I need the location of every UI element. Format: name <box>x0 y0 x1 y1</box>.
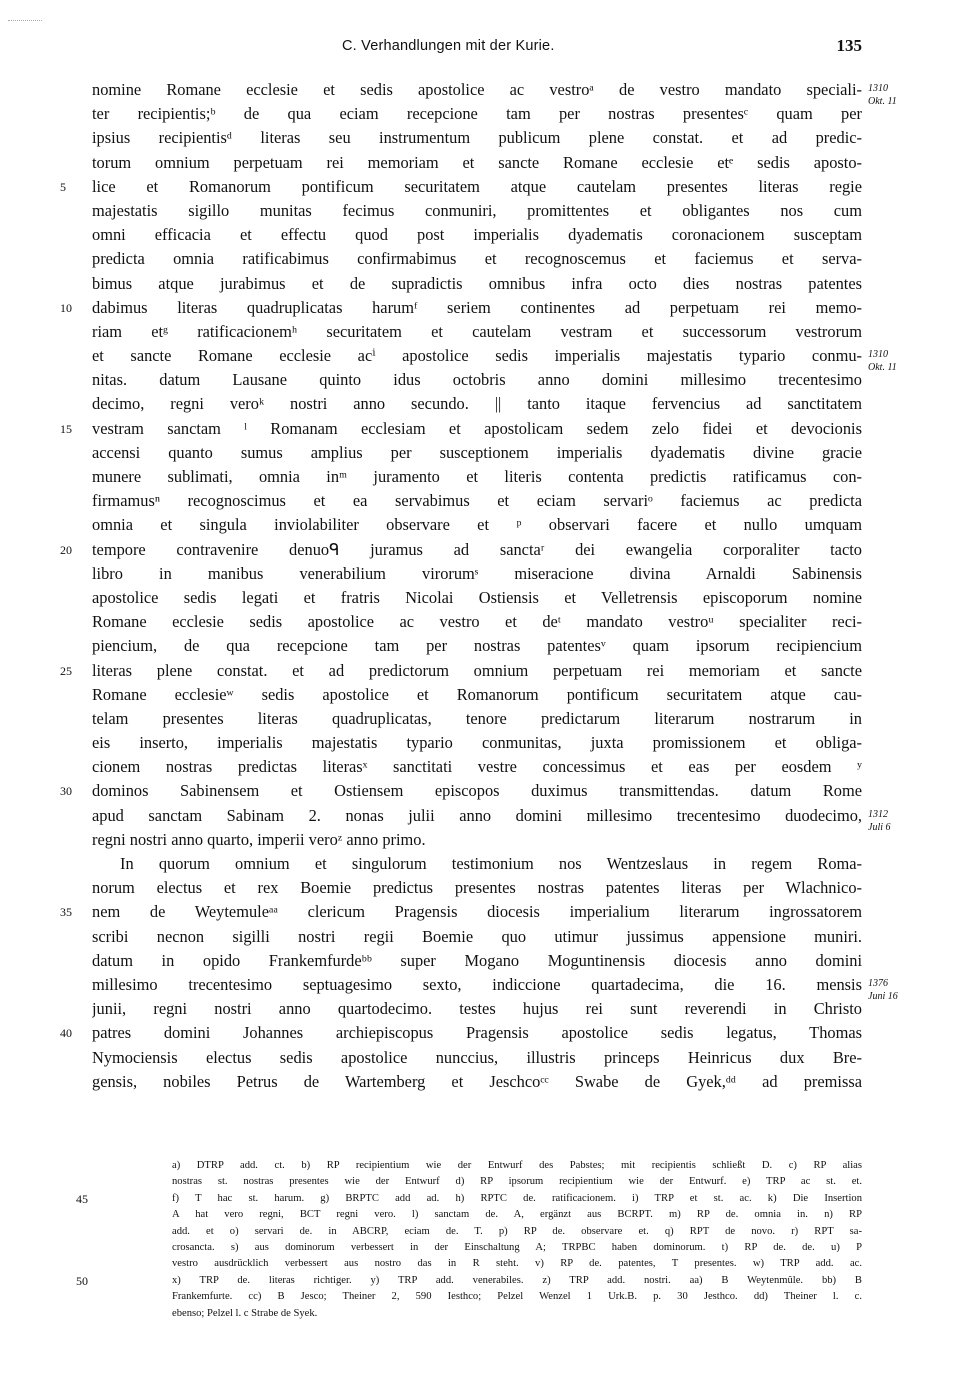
text-line <box>92 78 862 102</box>
line-text: tempore contravenire denuoᑫ juramus ad sanctaʳ dei ewangelia corporaliter tacto <box>92 539 862 559</box>
line-text: datum in opido Frankemfurdeᵇᵇ super Mogano Moguntinensis diocesis anno domini <box>92 950 862 970</box>
text-line <box>92 634 862 658</box>
footnote-line <box>76 1273 862 1289</box>
text-line <box>92 610 862 634</box>
text-line <box>92 126 862 150</box>
text-line <box>60 779 862 803</box>
margin-year: 1310 <box>868 349 888 361</box>
line-text: millesimo trecentesimo septuagesimo sexto, indiccione quartadecima, die 16. mensis <box>92 974 862 994</box>
text-line <box>92 272 862 296</box>
line-number: 20 <box>60 542 72 557</box>
text-line <box>92 804 862 828</box>
text-line <box>92 489 862 513</box>
line-text: munere sublimati, omnia inᵐ juramento et literis contenta predictis ratificamus con- <box>92 467 862 486</box>
text-line <box>92 247 862 271</box>
line-number: 30 <box>60 784 72 799</box>
text-line <box>92 223 862 247</box>
line-text: patres domini Johannes archiepiscopus Pragensis apostolice sedis legatus, Thomas <box>92 1023 862 1043</box>
text-line <box>92 562 862 586</box>
text-line <box>92 392 862 416</box>
line-text: omni efficacia et effectu quod post imperialis dyadematis coronacionem susceptam <box>92 225 862 245</box>
text-line <box>92 852 862 876</box>
line-text: ter recipientis;ᵇ de qua eciam recepcione tam per nostras presentesᶜ quam per <box>92 104 862 124</box>
line-text: predicta omnia ratificabimus confirmabimus et recognoscemus et faciemus et serva- <box>92 249 862 269</box>
margin-year: 1312 <box>868 809 888 820</box>
margin-day: Juli 6 <box>868 822 891 833</box>
line-text: bimus atque jurabimus et de supradictis omnibus infra octo dies nostras patentes <box>92 273 862 293</box>
margin-date-note <box>868 808 891 834</box>
text-line <box>92 344 862 368</box>
margin-day: Juni 16 <box>868 991 898 1003</box>
text-line <box>60 900 862 924</box>
text-line <box>60 175 862 199</box>
text-line <box>60 659 862 683</box>
text-line <box>60 1021 862 1045</box>
line-text: junii, regni nostri anno quartodecimo. testes hujus rei sunt reverendi in Christo <box>92 999 862 1019</box>
line-number: 40 <box>60 1026 72 1041</box>
text-line <box>92 973 862 997</box>
footnote-text: nostras st. nostras presentes wie der Entwurf d) RP ipsorum recipientium wie der Entwurf. e) TRP ac st. et. <box>172 1176 862 1188</box>
line-text: accensi quanto sumus amplius per susceptionem imperialis dyadematis divine gracie <box>92 442 862 462</box>
main-text <box>60 78 862 1094</box>
footnote-text: a) DTRP add. ct. b) RP recipientium wie der Entwurf des Pabstes; mit recipientis schließt D. c) RP alias <box>172 1160 862 1171</box>
line-text: eis inserto, imperialis majestatis typario conmunitas, juxta promissionem et obliga- <box>92 733 862 753</box>
footnote-text: add. et o) servari de. in ABCRP, eciam de. T. p) RP de. observare et. q) RPT de novo. r) RPT sa- <box>172 1225 862 1237</box>
footnote-text: crosancta. s) aus dominorum verbessert in der Einschaltung A; TRPBC haben dominorum. t) RP de. de. u) P <box>172 1241 862 1253</box>
line-text: telam presentes literas quadruplicatas, tenore predictarum literarum nostrarum in <box>92 708 862 728</box>
line-text: scribi necnon sigilli nostri regii Boemie quo utimur jussimus appensione muniri. <box>92 926 862 946</box>
footnote-line <box>172 1240 862 1256</box>
text-line <box>92 513 862 537</box>
line-number: 45 <box>76 1191 88 1206</box>
text-line <box>60 538 862 562</box>
margin-date-note <box>868 977 898 1003</box>
footnote-line <box>76 1191 862 1207</box>
footnote-line <box>172 1224 862 1240</box>
text-line <box>92 925 862 949</box>
margin-day: Okt. 11 <box>868 96 897 107</box>
line-text: cionem nostras predictas literasˣ sanctitati vestre concessimus et eas per eosdem ʸ <box>92 757 862 777</box>
footnote-text: A hat vero regni, BCT regni vero. l) sanctam de. A, ergänzt aus BCRPT. m) RP de. omnia in. n) RP <box>172 1209 862 1221</box>
line-text: Romane ecclesie sedis apostolice ac vestro et deᵗ mandato vestroᵘ specialiter reci- <box>92 612 862 632</box>
text-line <box>92 441 862 465</box>
margin-day: Okt. 11 <box>868 362 897 374</box>
line-text: nomine Romane ecclesie et sedis apostolice ac vestroᵃ de vestro mandato speciali- <box>92 80 862 99</box>
line-number: 15 <box>60 421 72 436</box>
text-line <box>60 417 862 441</box>
text-line <box>92 586 862 610</box>
running-head: C. Verhandlungen mit der Kurie. <box>342 38 555 54</box>
line-text: lice et Romanorum pontificum securitatem atque cautelam presentes literas regie <box>92 176 862 196</box>
line-text: nitas. datum Lausane quinto idus octobris anno domini millesimo trecentesimo <box>92 370 862 390</box>
footnote-line <box>172 1158 862 1174</box>
text-line <box>92 1070 862 1094</box>
line-text: firmamusⁿ recognoscimus et ea servabimus et eciam servariᵒ faciemus ac predicta <box>92 491 862 511</box>
line-text: ipsius recipientisᵈ literas seu instrumentum publicum plene constat. et ad predic- <box>92 128 862 148</box>
line-text: Nymociensis electus sedis apostolice nunccius, illustris princeps Heinricus dux Bre- <box>92 1047 862 1067</box>
footnote-text: x) TRP de. literas richtiger. y) TRP add. venerabiles. z) TRP add. nostri. aa) B Weytenmûle. bb) B <box>172 1274 862 1286</box>
text-line <box>92 320 862 344</box>
text-line <box>92 683 862 707</box>
line-text: torum omnium perpetuam rei memoriam et sancte Romane ecclesie etᵉ sedis aposto- <box>92 152 862 172</box>
text-line <box>92 731 862 755</box>
footnote-line <box>172 1174 862 1190</box>
text-line <box>92 199 862 223</box>
line-number: 5 <box>60 179 66 194</box>
line-text: majestatis sigillo munitas fecimus conmuniri, promittentes et obligantes nos cum <box>92 200 862 220</box>
text-line <box>92 876 862 900</box>
line-text: piencium, de qua recepcione tam per nostras patentesᵛ quam ipsorum recipiencium <box>92 636 862 656</box>
line-text: omnia et singula inviolabiliter observare et ᵖ observari facere et nullo umquam <box>92 515 862 535</box>
line-number: 35 <box>60 905 72 920</box>
footnote-line <box>172 1256 862 1272</box>
text-line <box>92 368 862 392</box>
page-header <box>92 38 862 60</box>
text-line <box>92 949 862 973</box>
footnote-line <box>172 1289 862 1305</box>
line-number: 50 <box>76 1273 88 1288</box>
footnote-text: Frankemfurte. cc) B Jesco; Theiner 2, 590 Iesthco; Pelzel Wenzel 1 Urk.B. p. 30 Jesthco. dd) Theiner l. c. <box>172 1291 862 1303</box>
line-text: norum electus et rex Boemie predictus presentes nostras patentes literas per Wlachnico- <box>92 878 862 898</box>
margin-date-note <box>868 348 897 374</box>
line-text: apostolice sedis legati et fratris Nicolai Ostiensis et Velletrensis episcoporum nomine <box>92 587 862 607</box>
margin-year: 1376 <box>868 978 888 990</box>
text-line <box>92 151 862 175</box>
line-text: riam etᵍ ratificacionemʰ securitatem et cautelam vestram et successorum vestrorum <box>92 321 862 341</box>
text-line <box>60 296 862 320</box>
line-text: gensis, nobiles Petrus de Wartemberg et Jeschcoᶜᶜ Swabe de Gyek,ᵈᵈ ad premissa <box>92 1071 862 1091</box>
line-text: decimo, regni veroᵏ nostri anno secundo. || tanto itaque fervencius ad sanctitatem <box>92 394 862 414</box>
footnote-line <box>172 1207 862 1223</box>
line-text: dabimus literas quadruplicatas harumᶠ seriem continentes ad perpetuam rei memo- <box>92 297 862 317</box>
text-line <box>92 1046 862 1070</box>
footnote-line <box>172 1306 862 1322</box>
footnote-text: ebenso; Pelzel l. c Strabe de Syek. <box>172 1307 318 1319</box>
line-number: 25 <box>60 663 72 678</box>
line-text: vestram sanctam ˡ Romanam ecclesiam et apostolicam sedem zelo fidei et devocionis <box>92 418 862 438</box>
margin-date-note <box>868 82 897 108</box>
text-line <box>92 465 862 489</box>
footnote-text: vestro ausdrücklich verbessert aus nostro das in R steht. v) RP de. patentes, T presentes. w) TRP add. ac. <box>172 1258 862 1270</box>
text-line <box>92 997 862 1021</box>
line-text: et sancte Romane ecclesie acⁱ apostolice sedis imperialis majestatis typario conmu- <box>92 346 862 366</box>
line-text: nem de Weytemuleᵃᵃ clericum Pragensis diocesis imperialium literarum ingrossatorem <box>92 902 862 922</box>
line-text: regni nostri anno quarto, imperii veroᶻ anno primo. <box>92 829 426 849</box>
line-text: apud sanctam Sabinam 2. nonas julii anno domini millesimo trecentesimo duodecimo, <box>92 805 862 825</box>
text-line <box>92 102 862 126</box>
footnote-text: f) T hac st. harum. g) BRPTC add ad. h) RPTC de. ratificacionem. i) TRP et st. ac. k) Die Insertion <box>172 1192 862 1204</box>
text-line <box>92 707 862 731</box>
line-text: dominos Sabinensem et Ostiensem episcopos duximus transmittendas. datum Rome <box>92 781 862 801</box>
line-text: Romane ecclesieʷ sedis apostolice et Romanorum pontificum securitatem atque cau- <box>92 684 862 704</box>
line-text: literas plene constat. et ad predictorum omnium perpetuam rei memoriam et sancte <box>92 660 862 680</box>
page-number: 135 <box>836 36 862 55</box>
line-text: In quorum omnium et singulorum testimonium nos Wentzeslaus in regem Roma- <box>120 854 862 873</box>
line-text: libro in manibus venerabilium virorumˢ miseracione divina Arnaldi Sabinensis <box>92 563 862 583</box>
text-line <box>92 755 862 779</box>
line-number: 10 <box>60 300 72 315</box>
footnotes <box>76 1158 862 1322</box>
margin-year: 1310 <box>868 83 888 94</box>
text-line <box>92 828 862 852</box>
scan-corner-mark <box>8 20 42 21</box>
